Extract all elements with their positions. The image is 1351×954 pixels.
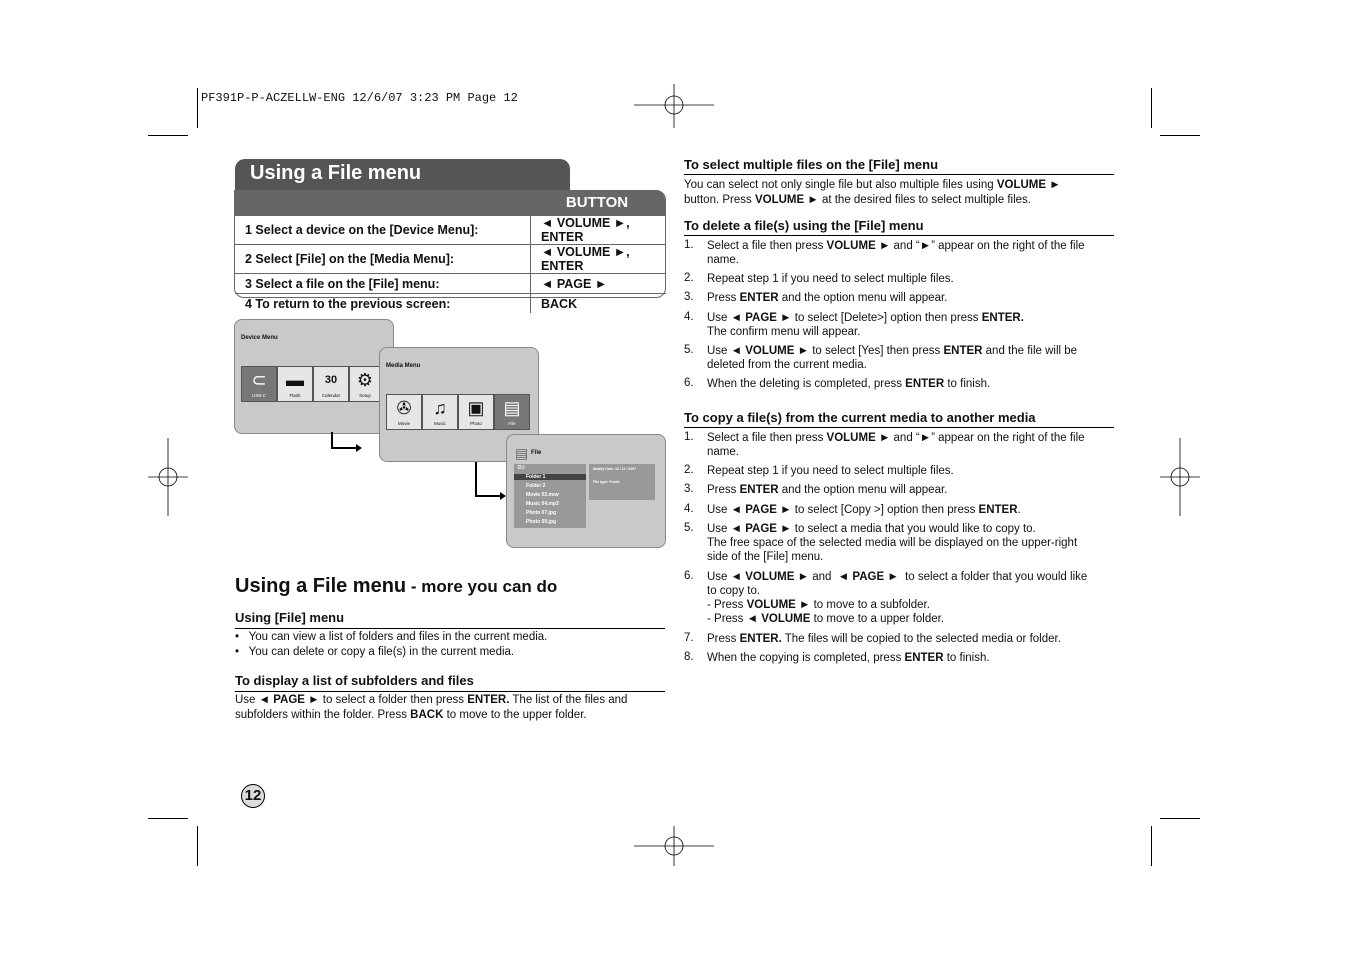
subfolders-text: Use ◄ PAGE ► to select a folder then press ENTER. The list of the files and subfolders within the folder. Press BACK to move to the upper folder.: [235, 694, 628, 721]
folder-icon: ▤: [503, 398, 521, 418]
media-menu-title: Media Menu: [386, 363, 421, 369]
step-number: 7.: [684, 632, 694, 644]
calendar-icon: 30: [324, 374, 338, 386]
divider: [684, 427, 1114, 428]
device-tile-usb[interactable]: ⊂ USB-C: [241, 366, 277, 402]
step-number: 2.: [684, 464, 694, 476]
list-item[interactable]: Folder 1: [514, 474, 586, 480]
step-number: 3.: [684, 483, 694, 495]
registration-mark: [148, 438, 188, 516]
info-file-type: File type: Folder: [593, 480, 621, 484]
list-item: Use ◄ VOLUME ► to select [Yes] then press ENTER and the file will be deleted from the current media.: [707, 345, 1078, 371]
drive-label: D:/: [518, 465, 525, 471]
device-tile-setup[interactable]: ⚙ Setup: [349, 366, 381, 402]
heading-multiple: To select multiple files on the [File] menu: [684, 157, 939, 172]
file-info-panel: [589, 464, 655, 500]
memory-card-icon: ▬: [286, 370, 304, 390]
list-item: • You can view a list of folders and files in the current media.: [235, 631, 548, 643]
usb-icon: ⊂: [251, 370, 267, 390]
device-menu-screen: [234, 319, 394, 434]
button-cell: ◄ PAGE ►: [531, 274, 667, 294]
file-menu-title: File: [531, 450, 542, 456]
device-menu-title: Device Menu: [241, 335, 278, 341]
section-title: Using a File menu - more you can do: [235, 575, 558, 597]
list-item: Use ◄ PAGE ► to select [Copy >] option then press ENTER.: [707, 504, 1021, 516]
list-item: Select a file then press VOLUME ► and “►” appear on the right of the file name.: [707, 432, 1085, 458]
list-item: Repeat step 1 if you need to select multiple files.: [707, 273, 954, 285]
page-title: Using a File menu: [250, 162, 422, 184]
device-tile-calendar[interactable]: 30 Calendar: [313, 366, 349, 402]
button-cell: BACK: [531, 294, 667, 314]
step-number: 5.: [684, 522, 694, 534]
page-number: 12: [241, 784, 265, 808]
registration-mark: [634, 84, 714, 128]
table-row: [235, 216, 666, 245]
step-number: 1.: [684, 431, 694, 443]
table-row: [235, 274, 666, 294]
heading-using-file-menu: Using [File] menu: [235, 610, 345, 625]
crop-mark: [148, 135, 188, 136]
step-number: 1.: [684, 239, 694, 251]
button-column-header: BUTTON: [529, 190, 665, 216]
step-number: 3.: [684, 291, 694, 303]
music-note-icon: ♫: [433, 398, 447, 418]
list-item: Select a file then press VOLUME ► and “►” appear on the right of the file name.: [707, 240, 1085, 266]
gear-icon: ⚙: [356, 370, 374, 390]
list-item: Press ENTER. The files will be copied to the selected media or folder.: [707, 633, 1061, 645]
crop-mark: [197, 826, 198, 866]
list-item[interactable]: Folder 2: [526, 483, 546, 489]
file-menu-screen: [506, 434, 666, 548]
list-item[interactable]: Photo 09.jpg: [526, 519, 556, 525]
divider: [684, 174, 1114, 175]
step-number: 5.: [684, 344, 694, 356]
list-item: Use ◄ PAGE ► to select [Delete>] option then press ENTER. The confirm menu will appear.: [707, 312, 1024, 338]
registration-mark: [634, 826, 714, 866]
device-tile-flash[interactable]: ▬ Flash: [277, 366, 313, 402]
list-item: • You can delete or copy a file(s) in the current media.: [235, 646, 515, 658]
crop-mark: [1151, 826, 1152, 866]
media-tile-music[interactable]: ♫ Music: [422, 394, 458, 430]
arrow-icon: [472, 462, 508, 502]
list-item: When the copying is completed, press ENTER to finish.: [707, 652, 990, 664]
info-modify-date: Modify Date: 12 / 11 / 2007: [593, 467, 637, 471]
step-number: 2.: [684, 272, 694, 284]
crop-mark: [148, 818, 188, 819]
page-title-bar: [235, 159, 570, 191]
folder-icon: ▤: [515, 445, 529, 461]
table-header-strip: [235, 190, 529, 216]
step-number: 8.: [684, 651, 694, 663]
divider: [684, 235, 1114, 236]
step-cell: 1 Select a device on the [Device Menu]:: [235, 216, 531, 245]
file-list: [514, 464, 586, 528]
list-item[interactable]: Movie 02.mov: [526, 492, 559, 498]
step-number: 6.: [684, 570, 694, 582]
step-number: 4.: [684, 311, 694, 323]
film-reel-icon: ✇: [396, 398, 412, 418]
photo-icon: ▣: [467, 398, 485, 418]
table-row: [235, 245, 666, 274]
button-cell: ◄ VOLUME ►, ENTER: [531, 245, 667, 274]
list-item[interactable]: Music 04.mp3: [526, 501, 559, 507]
crop-mark: [1160, 135, 1200, 136]
arrow-icon: [328, 432, 364, 454]
crop-mark: [1151, 88, 1152, 128]
list-item[interactable]: Photo 07.jpg: [526, 510, 556, 516]
multiple-text: You can select not only single file but also multiple files using VOLUME ► button. Press VOLUME ► at the desired files to select multiple files.: [684, 179, 1061, 206]
divider: [235, 691, 665, 692]
media-tile-movie[interactable]: ✇ Movie: [386, 394, 422, 430]
list-item: Use ◄ VOLUME ► and ◄ PAGE ► to select a folder that you would like to copy to. - Press VOLUME ► to move to a subfolder. - Press ◄ VOLUME to move to a upper folder.: [707, 571, 1088, 625]
step-cell: 4 To return to the previous screen:: [245, 296, 451, 311]
media-tile-photo[interactable]: ▣ Photo: [458, 394, 494, 430]
button-cell: ◄ VOLUME ►, ENTER: [531, 216, 667, 245]
steps-table: [235, 216, 666, 313]
crop-mark: [197, 88, 198, 128]
step-cell: 2 Select [File] on the [Media Menu]:: [235, 245, 531, 274]
list-item: Press ENTER and the option menu will appear.: [707, 292, 948, 304]
step-cell: 3 Select a file on the [File] menu:: [235, 274, 531, 294]
media-tile-file[interactable]: ▤ File: [494, 394, 530, 430]
list-item: Repeat step 1 if you need to select multiple files.: [707, 465, 954, 477]
list-item: Use ◄ PAGE ► to select a media that you would like to copy to. The free space of the selected media will be displayed on the upper-right side of the [File] menu.: [707, 523, 1078, 563]
crop-mark: [1160, 818, 1200, 819]
list-item: Press ENTER and the option menu will appear.: [707, 484, 948, 496]
heading-copy: To copy a file(s) from the current media to another media: [684, 410, 1036, 425]
table-row: [235, 294, 666, 314]
step-number: 6.: [684, 377, 694, 389]
step-number: 4.: [684, 503, 694, 515]
list-item: When the deleting is completed, press ENTER to finish.: [707, 378, 991, 390]
registration-mark: [1160, 438, 1200, 516]
divider: [235, 628, 665, 629]
print-header: PF391P-P-ACZELLW-ENG 12/6/07 3:23 PM Page 12: [201, 91, 518, 105]
heading-delete: To delete a file(s) using the [File] menu: [684, 218, 924, 233]
heading-subfolders: To display a list of subfolders and files: [235, 673, 474, 688]
